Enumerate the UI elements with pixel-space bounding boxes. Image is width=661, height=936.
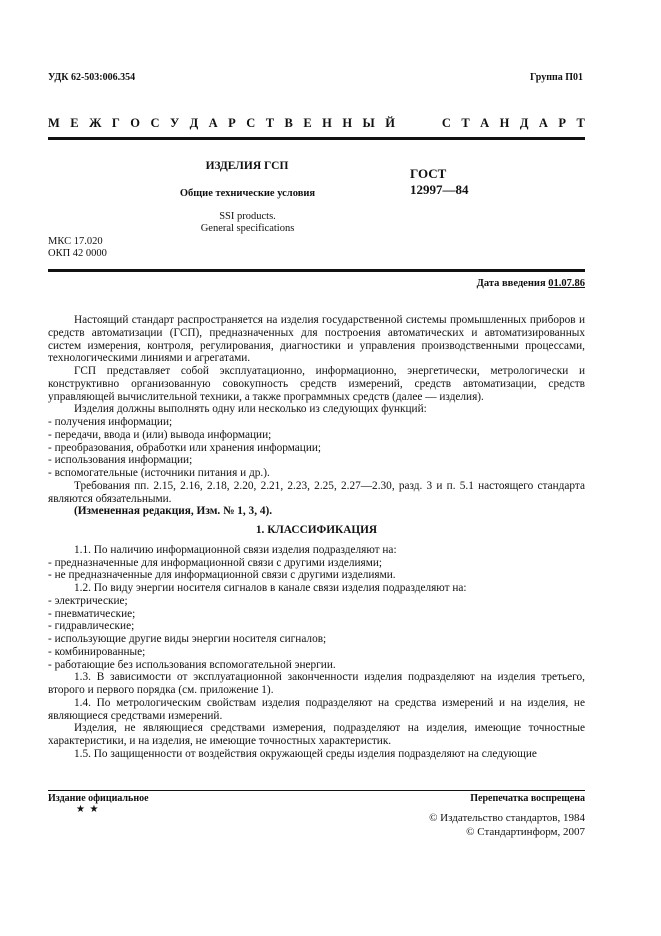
title-rule	[48, 269, 585, 272]
introduction-date-label: Дата введения	[476, 278, 549, 289]
paragraph: 1.3. В зависимости от эксплуатационной законченности изделия подразделяют на изделия третьего, второго и первого порядка (см. приложение 1).	[48, 671, 585, 696]
gost-label: ГОСТ	[410, 166, 447, 181]
paragraph: Требования пп. 2.15, 2.16, 2.18, 2.20, 2.21, 2.23, 2.25, 2.27—2.30, разд. 3 и п. 5.1 настоящего стандарта являются обязательными.	[48, 479, 585, 505]
reprint-notice: Перепечатка воспрещена	[470, 793, 585, 804]
list-item: - электрические;	[48, 594, 128, 607]
gost-number: 12997—84	[410, 182, 469, 197]
banner-letter: М	[48, 116, 60, 130]
banner-gap	[405, 116, 431, 131]
banner-letter: Ж	[89, 116, 102, 130]
banner-letter: Й	[385, 116, 395, 130]
list-item: - работающие без использования вспомогательной энергии.	[48, 658, 336, 671]
introduction-date-value: 01.07.86	[548, 278, 585, 289]
english-title-line1: SSI products.	[219, 211, 276, 222]
list-item: - передачи, ввода и (или) вывода информации;	[48, 428, 272, 441]
paragraph: Настоящий стандарт распространяется на изделия государственной системы промышленных приборов и средств автоматизации (ГСП), предназначенных для построения автоматических и автоматизированных систем измерения, контроля, регулирования, диагностики и управления производственными процессами, технологическими линиями и агрегатами.	[48, 314, 585, 365]
banner-letter: Т	[265, 116, 275, 130]
list-item: - получения информации;	[48, 416, 173, 428]
stars-mark: ★ ★	[76, 804, 100, 815]
banner-letter: Ы	[362, 116, 375, 130]
group-code: Группа П01	[530, 72, 583, 83]
banner-letter: С	[150, 116, 160, 130]
banner-letter: Р	[558, 116, 567, 130]
banner-letter: Д	[519, 116, 529, 130]
banner-letter: Р	[228, 116, 236, 130]
banner-letter: С	[246, 116, 256, 130]
list-item: - пневматические;	[48, 607, 136, 620]
top-rule	[48, 137, 585, 140]
okp-code: ОКП 42 0000	[48, 248, 107, 259]
document-subtitle: Общие технические условия	[179, 188, 316, 199]
introduction-date	[477, 278, 585, 289]
list-item: - использующие другие виды энергии носителя сигналов;	[48, 633, 327, 645]
list-item: - предназначенные для информационной связи с другими изделиями;	[48, 556, 383, 569]
copyright-standartinform: © Стандартинформ, 2007	[466, 826, 585, 838]
list-item: - использования информации;	[48, 454, 193, 467]
banner-letter: Т	[461, 116, 470, 130]
banner-letter: А	[538, 116, 548, 130]
official-edition: Издание официальное	[48, 793, 149, 804]
list-item: - вспомогательные (источники питания и др.).	[48, 467, 270, 479]
udk-code: УДК 62-503:006.354	[48, 72, 136, 83]
list-item: - комбинированные;	[48, 645, 146, 658]
banner-letter: У	[169, 116, 180, 130]
paragraph: ГСП представляет собой эксплуатационно, информационно, энергетически, метрологически и конструктивно организованную совокупность средств измерений, средств автоматизации, средств управляющей вычислительной техники, а также программных средств (далее — изделия).	[48, 365, 585, 403]
banner-letter: Е	[303, 116, 312, 130]
mks-code: МКС 17.020	[48, 236, 103, 247]
paragraph: 1.2. По виду энергии носителя сигналов в канале связи изделия подразделяют на:	[74, 582, 467, 594]
banner-letter: О	[130, 116, 141, 130]
list-item: - не предназначенные для информационной связи с другими изделиями.	[48, 569, 396, 582]
banner-letter: Н	[342, 116, 353, 130]
amendment-note: (Измененная редакция, Изм. № 1, 3, 4).	[74, 505, 273, 518]
footer-rule	[48, 790, 585, 791]
banner-letter: Г	[111, 116, 120, 130]
banner-letter: Н	[322, 116, 332, 130]
document-title: ИЗДЕЛИЯ ГСП	[205, 160, 289, 172]
banner-letter: А	[208, 116, 218, 130]
paragraph: 1.4. По метрологическим свойствам изделия подразделяют на средства измерений и на изделия, не являющиеся средствами измерений.	[48, 696, 585, 722]
paragraph: Изделия должны выполнять одну или несколько из следующих функций:	[74, 403, 427, 416]
copyright-publisher: © Издательство стандартов, 1984	[429, 812, 585, 824]
english-title-line2: General specifications	[200, 223, 295, 234]
standard-banner	[48, 116, 585, 131]
section-heading: 1. КЛАССИФИКАЦИЯ	[255, 524, 378, 536]
banner-letter: Е	[70, 116, 79, 130]
paragraph: 1.5. По защищенности от воздействия окружающей среды изделия подразделяют на следующие	[74, 747, 537, 760]
banner-letter: В	[284, 116, 293, 130]
banner-letter: Д	[189, 116, 199, 130]
banner-letter: С	[441, 116, 451, 130]
banner-letter: А	[480, 116, 490, 130]
paragraph: 1.1. По наличию информационной связи изделия подразделяют на:	[74, 543, 397, 556]
list-item: - гидравлические;	[48, 620, 135, 633]
banner-letter: Н	[499, 116, 510, 130]
banner-letter: Т	[576, 116, 585, 130]
list-item: - преобразования, обработки или хранения информации;	[48, 441, 322, 454]
document-body	[48, 314, 585, 761]
paragraph: Изделия, не являющиеся средствами измерения, подразделяют на изделия, имеющие точностные характеристики, и на изделия, не имеющие точностных характеристик.	[48, 722, 585, 747]
